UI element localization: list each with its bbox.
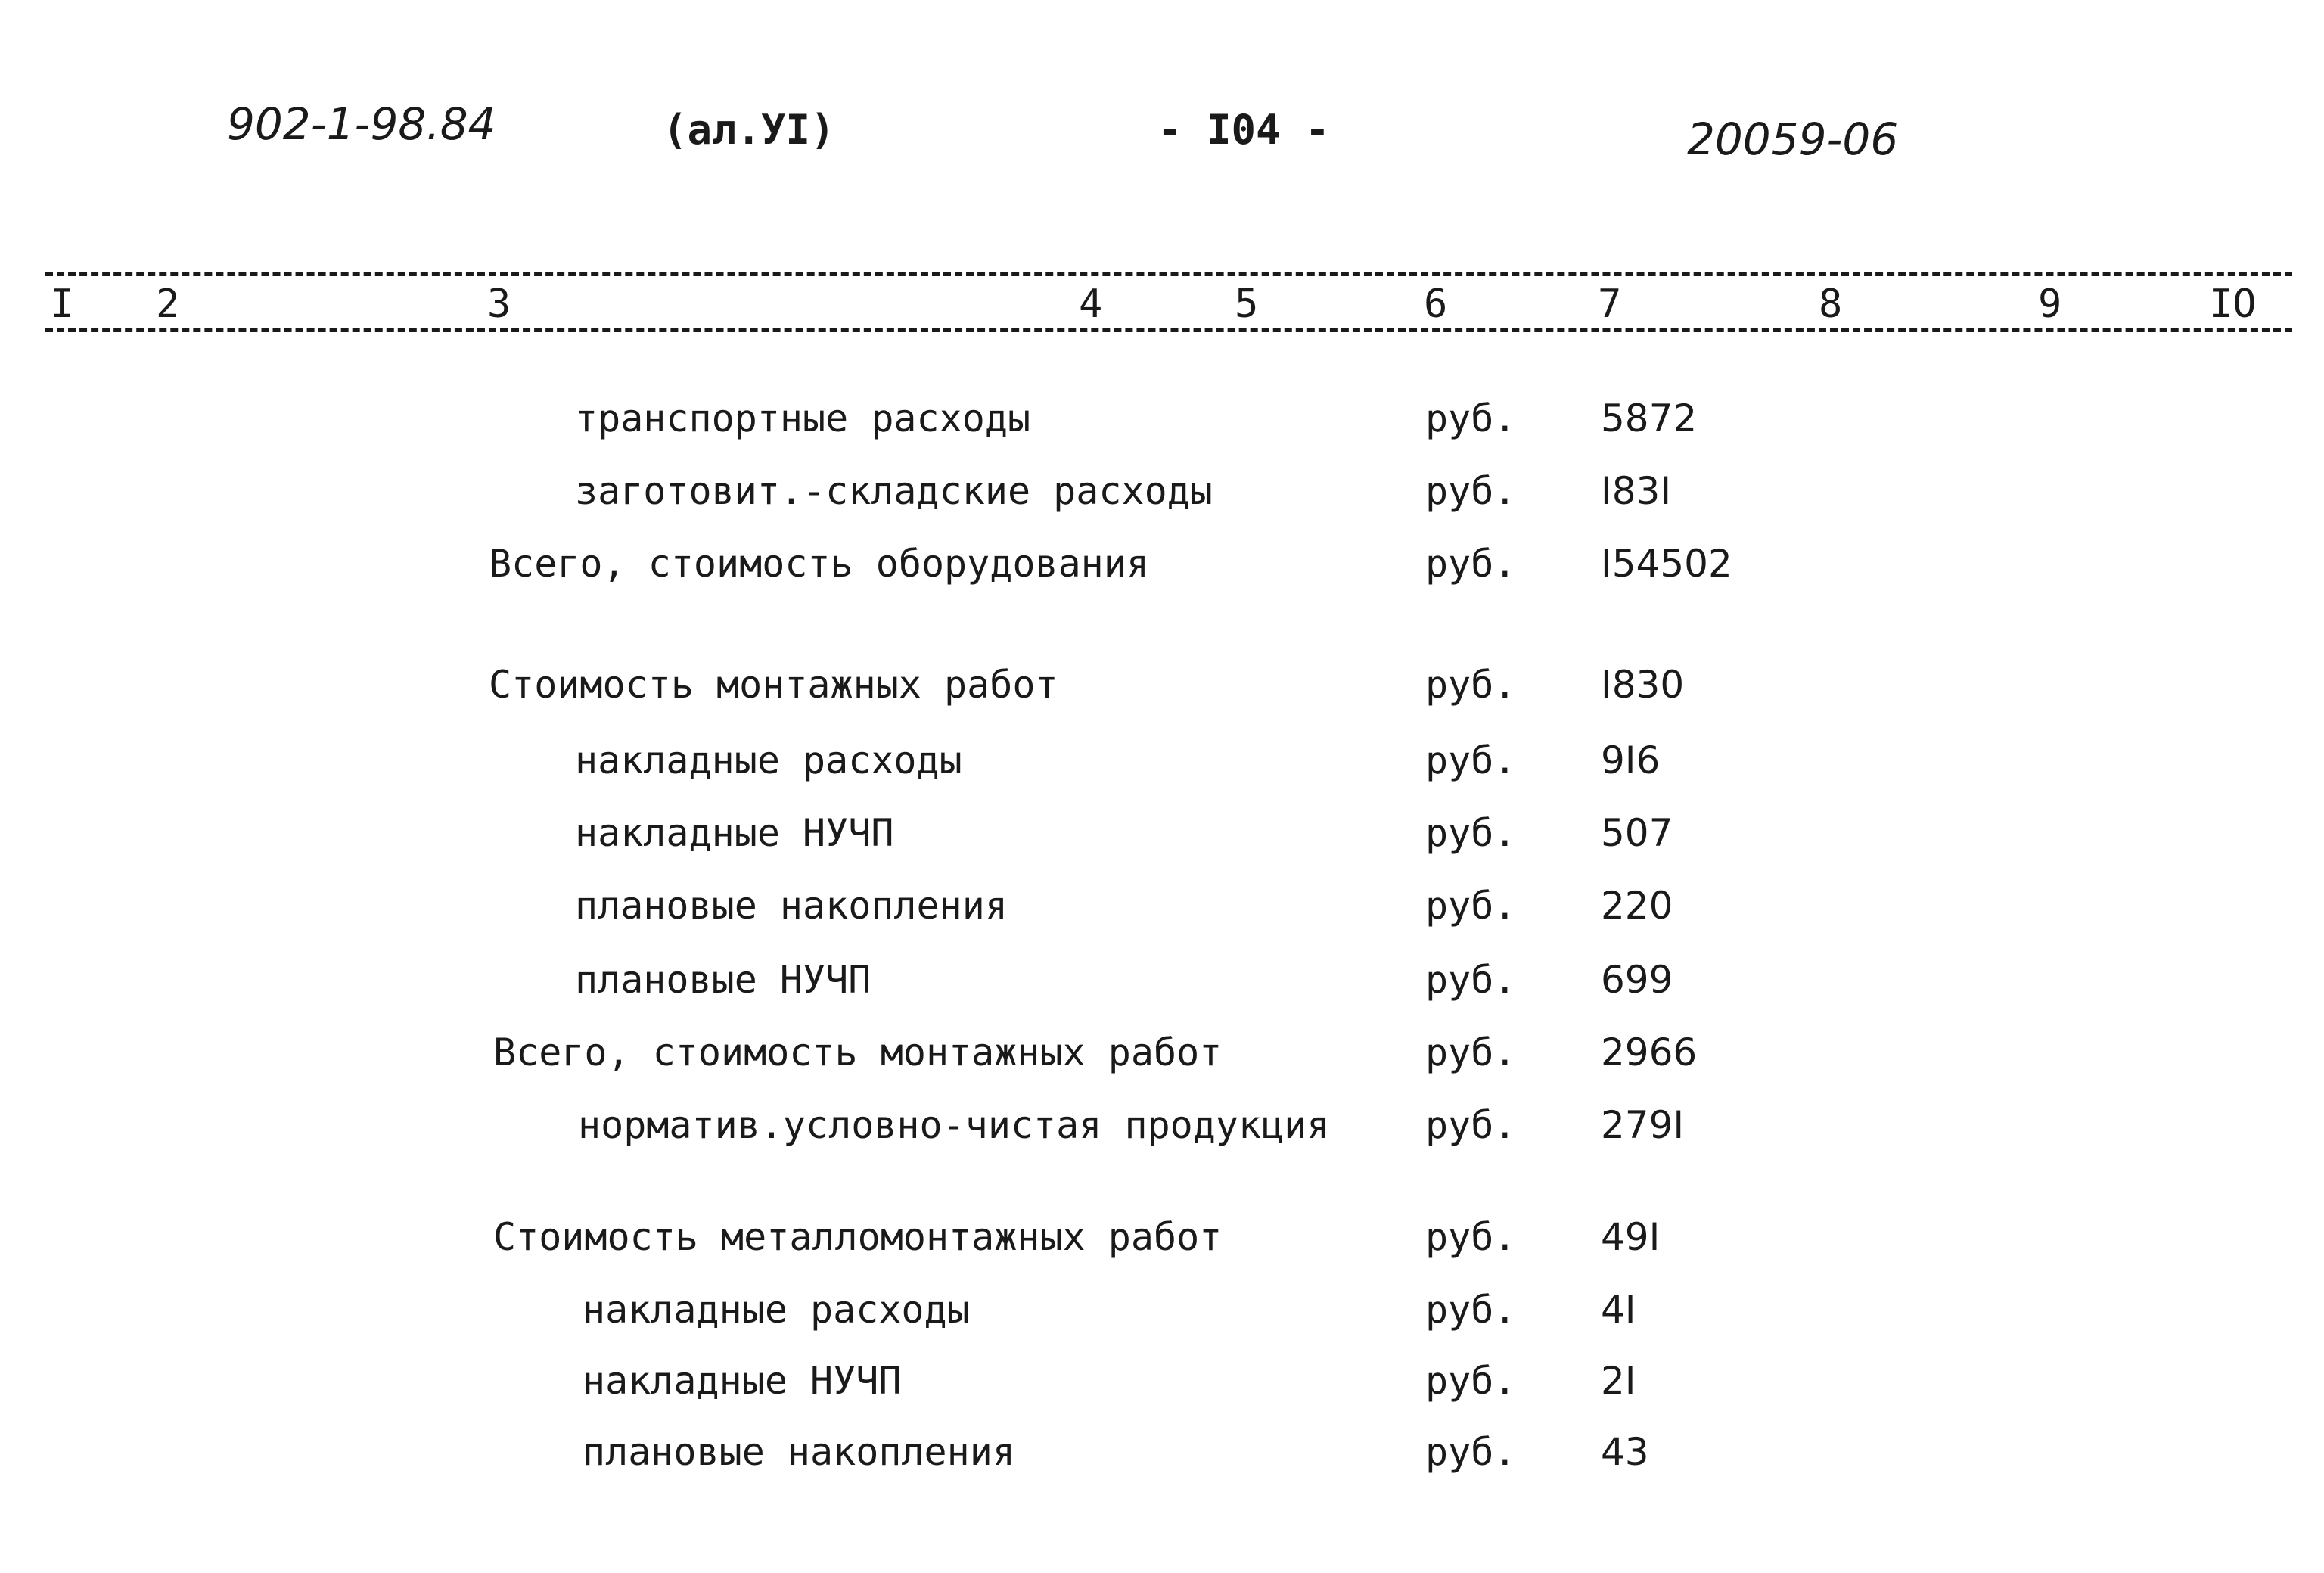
row-unit: руб. <box>1425 958 1517 1002</box>
column-number: IO <box>2206 281 2260 327</box>
column-number: 2 <box>153 281 182 327</box>
column-number: 9 <box>2035 281 2065 327</box>
header-rule-top <box>45 272 2292 276</box>
document-number: 902-1-98.84 <box>227 98 496 150</box>
column-number: 5 <box>1232 281 1261 327</box>
row-label: Всего, стоимость монтажных работ <box>493 1031 1223 1074</box>
row-value: 507 <box>1601 811 1673 855</box>
row-value: 699 <box>1601 958 1673 1002</box>
row-unit: руб. <box>1425 1031 1517 1074</box>
column-number: 4 <box>1076 281 1105 327</box>
row-label: накладные расходы <box>575 738 962 782</box>
row-unit: руб. <box>1425 1288 1517 1332</box>
sheet-label: (ал.УI) <box>663 106 835 154</box>
row-value: 279I <box>1601 1103 1685 1147</box>
row-label: накладные НУЧП <box>583 1359 902 1403</box>
row-label: Всего, стоимость оборудования <box>489 542 1149 586</box>
column-number: I <box>47 281 76 327</box>
row-unit: руб. <box>1425 1359 1517 1403</box>
row-unit: руб. <box>1425 542 1517 586</box>
row-unit: руб. <box>1425 396 1517 440</box>
row-value: 9I6 <box>1601 738 1661 782</box>
row-label: плановые накопления <box>575 884 1008 928</box>
row-label: плановые НУЧП <box>575 958 872 1002</box>
row-value: 49I <box>1601 1215 1661 1259</box>
row-unit: руб. <box>1425 884 1517 928</box>
row-value: 2966 <box>1601 1031 1698 1074</box>
row-label: заготовит.-складские расходы <box>575 469 1213 513</box>
row-label: норматив.условно-чистая продукция <box>578 1103 1330 1147</box>
row-value: I83I <box>1601 469 1672 513</box>
row-value: I830 <box>1601 663 1685 707</box>
column-number: 6 <box>1421 281 1450 327</box>
row-unit: руб. <box>1425 663 1517 707</box>
header-rule-bottom <box>45 328 2292 332</box>
page-number: - I04 - <box>1157 106 1330 154</box>
row-label: накладные НУЧП <box>575 811 894 855</box>
column-number: 7 <box>1595 281 1624 327</box>
document-code: 20059-06 <box>1687 113 1899 165</box>
row-value: 2I <box>1601 1359 1636 1403</box>
row-unit: руб. <box>1425 469 1517 513</box>
row-label: Стоимость металломонтажных работ <box>493 1215 1223 1259</box>
column-number: 3 <box>484 281 514 327</box>
row-value: 5872 <box>1601 396 1698 440</box>
row-unit: руб. <box>1425 811 1517 855</box>
row-unit: руб. <box>1425 1103 1517 1147</box>
row-unit: руб. <box>1425 738 1517 782</box>
row-label: транспортные расходы <box>575 396 1031 440</box>
column-number: 8 <box>1816 281 1845 327</box>
row-unit: руб. <box>1425 1215 1517 1259</box>
row-unit: руб. <box>1425 1430 1517 1474</box>
row-value: 4I <box>1601 1288 1636 1332</box>
row-value: 220 <box>1601 884 1673 928</box>
row-value: I54502 <box>1601 542 1732 586</box>
row-label: накладные расходы <box>583 1288 970 1332</box>
row-label: плановые накопления <box>583 1430 1015 1474</box>
row-value: 43 <box>1601 1430 1649 1474</box>
row-label: Стоимость монтажных работ <box>489 663 1058 707</box>
